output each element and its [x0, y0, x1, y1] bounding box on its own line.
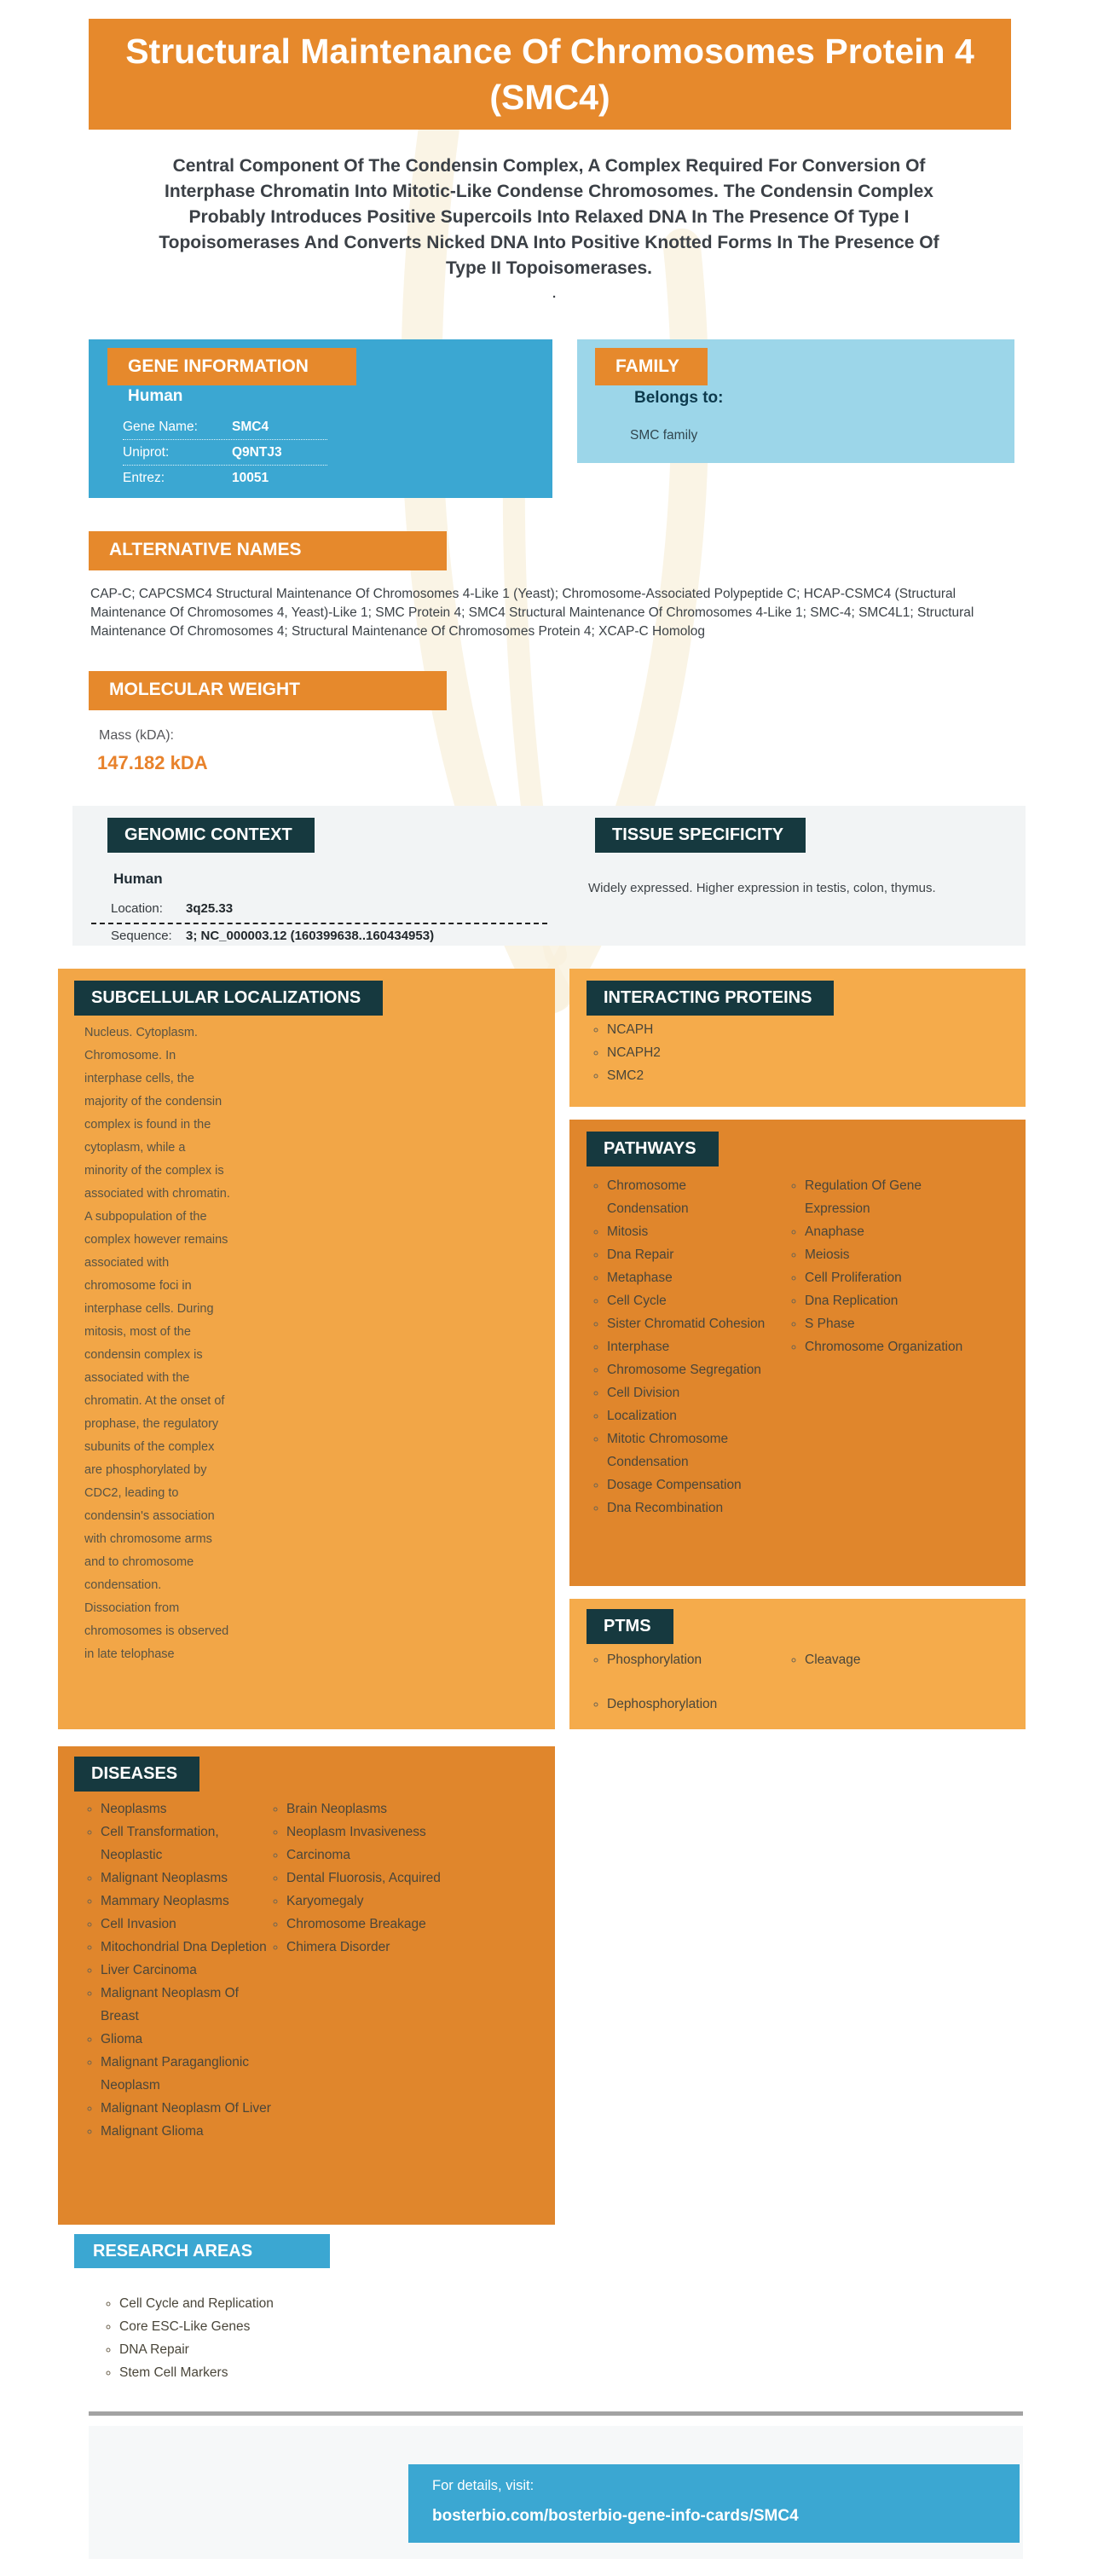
family-section: [577, 339, 1014, 463]
belongs-to-label: Belongs to:: [634, 389, 724, 407]
list-item: ◦ Malignant Neoplasms: [101, 1867, 278, 1890]
list-item: ◦ Anaphase: [805, 1220, 967, 1243]
interacting-proteins-list: [592, 1018, 863, 1087]
list-item: ◦ Cell Division: [607, 1381, 771, 1404]
list-item: ◦ Chimera Disorder: [286, 1936, 465, 1959]
list-item: ◦ Chromosome Breakage: [286, 1913, 465, 1936]
list-item: ◦ Karyomegaly: [286, 1890, 465, 1913]
pathways-section: [569, 1120, 1026, 1586]
genomic-species-label: Human: [113, 871, 163, 887]
gene-name-value: SMC4: [232, 420, 269, 434]
list-item: ◦ Carcinoma: [286, 1844, 465, 1867]
genomic-context-heading: GENOMIC CONTEXT: [107, 818, 315, 853]
subcellular-localizations-section: [58, 969, 555, 1729]
list-item: ◦ Malignant Glioma: [101, 2120, 278, 2143]
footer-visit-label: For details, visit:: [432, 2478, 535, 2493]
list-item: ◦ Cleavage: [805, 1648, 967, 1671]
uniprot-value: Q9NTJ3: [232, 445, 282, 460]
summary-trailing-dot: .: [552, 287, 557, 301]
list-item: ◦ Glioma: [101, 2028, 278, 2051]
list-item: ◦ Interphase: [607, 1335, 771, 1358]
list-item: ◦ Phosphorylation: [607, 1648, 795, 1671]
ptms-section: [569, 1599, 1026, 1729]
sequence-row: [111, 929, 434, 943]
list-item: ◦ Localization: [607, 1404, 771, 1427]
location-row: [111, 901, 233, 916]
ptms-list-right: [789, 1648, 967, 1693]
list-item: ◦ Malignant Neoplasm Of Liver: [101, 2097, 278, 2120]
table-row: [123, 440, 327, 466]
list-item: ◦ Dna Repair: [607, 1243, 771, 1266]
diseases-list-left: [85, 1797, 278, 2143]
alternative-names-heading: ALTERNATIVE NAMES: [89, 531, 447, 570]
tissue-specificity-text: Widely expressed. Higher expression in testis, colon, thymus.: [588, 881, 936, 895]
alternative-names-text: CAP-C; CAPCSMC4 Structural Maintenance Of Chromosomes 4-Like 1 (Yeast); Chromosome-Associated Polypeptide C; HCAP-CSMC4 (Structural Maintenance Of Chromosomes 4, Yeast)-Like 1; SMC Protein 4; SMC4 Structural Maintenance Of Chromosomes 4-Like 1; SMC-4; SMC4L1; Structural Maintenance Of Chromosomes 4; Structural Maintenance Of Chromosomes Protein 4; XCAP-C Homolog: [90, 587, 974, 639]
tissue-specificity-heading: TISSUE SPECIFICITY: [595, 818, 806, 853]
location-value: 3q25.33: [186, 901, 234, 916]
gene-information-table: [123, 414, 327, 490]
horizontal-divider: [89, 2411, 1023, 2416]
subcellular-localizations-text: Nucleus. Cytoplasm. Chromosome. In interphase cells, the majority of the condensin complex is found in the cytoplasm, while a minority of the complex is associated with chromatin. A subpopulation of the complex however remains associated with chromosome foci in interphase cells. During mitosis, most of the condensin complex is associated with the chromatin. At the onset of prophase, the regulatory subunits of the complex are phosphorylated by CDC2, leading to condensin's association with chromosome arms and to chromosome condensation. Dissociation from chromosomes is observed in late telophase: [84, 1026, 230, 1661]
list-item: ◦ Mammary Neoplasms: [101, 1890, 278, 1913]
table-row: [123, 466, 327, 490]
gene-name-label: Gene Name:: [123, 420, 198, 434]
mass-label: Mass (kDA):: [99, 728, 174, 743]
ptms-list-left: [592, 1648, 795, 1737]
list-item: ◦ Meiosis: [805, 1243, 967, 1266]
gene-species-label: Human: [128, 387, 183, 405]
page-title: Structural Maintenance Of Chromosomes Protein 4 (SMC4): [125, 32, 974, 117]
ptms-heading: PTMS: [587, 1609, 673, 1644]
list-item: ◦ SMC2: [607, 1064, 863, 1087]
list-item: ◦ Chromosome Organization: [805, 1335, 967, 1358]
dashed-divider: [91, 923, 547, 924]
pathways-list-right: [789, 1174, 967, 1358]
family-value: SMC family: [630, 428, 698, 443]
entrez-label: Entrez:: [123, 471, 165, 485]
list-item: ◦ Cell Invasion: [101, 1913, 278, 1936]
page-title-banner: [89, 19, 1011, 130]
uniprot-label: Uniprot:: [123, 445, 170, 460]
list-item: ◦ Mitochondrial Dna Depletion: [101, 1936, 278, 1959]
list-item: ◦ Malignant Paraganglionic Neoplasm: [101, 2051, 278, 2097]
list-item: ◦ Cell Cycle and Replication: [119, 2292, 477, 2315]
list-item: ◦ Neoplasm Invasiveness: [286, 1821, 465, 1844]
research-areas-list: [104, 2292, 477, 2384]
interacting-proteins-section: [569, 969, 1026, 1107]
list-item: ◦ Dosage Compensation: [607, 1473, 771, 1496]
list-item: ◦ Regulation Of Gene Expression: [805, 1174, 967, 1220]
list-item: ◦ NCAPH2: [607, 1041, 863, 1064]
list-item: ◦ Chromosome Segregation: [607, 1358, 771, 1381]
diseases-list-right: [271, 1797, 465, 1959]
gene-information-section: [89, 339, 552, 498]
interacting-proteins-heading: INTERACTING PROTEINS: [587, 981, 834, 1016]
subcellular-localizations-heading: SUBCELLULAR LOCALIZATIONS: [74, 981, 383, 1016]
list-item: ◦ Stem Cell Markers: [119, 2361, 477, 2384]
list-item: ◦ Cell Transformation, Neoplastic: [101, 1821, 278, 1867]
molecular-weight-heading: MOLECULAR WEIGHT: [89, 671, 447, 710]
list-item: ◦ Brain Neoplasms: [286, 1797, 465, 1821]
family-heading: FAMILY: [595, 348, 708, 385]
diseases-heading: DISEASES: [74, 1757, 199, 1792]
list-item: ◦ Neoplasms: [101, 1797, 278, 1821]
list-item: ◦ Sister Chromatid Cohesion: [607, 1312, 771, 1335]
pathways-heading: PATHWAYS: [587, 1132, 719, 1166]
entrez-value: 10051: [232, 471, 269, 485]
sequence-value: 3; NC_000003.12 (160399638..160434953): [186, 929, 435, 943]
list-item: ◦ Dna Recombination: [607, 1496, 771, 1520]
research-areas-heading: RESEARCH AREAS: [74, 2234, 330, 2268]
list-item: ◦ Dephosphorylation: [607, 1693, 795, 1716]
pathways-list-left: [592, 1174, 771, 1520]
list-item: ◦ DNA Repair: [119, 2338, 477, 2361]
gene-information-heading: GENE INFORMATION: [107, 348, 356, 385]
list-item: ◦ Chromosome Condensation: [607, 1174, 771, 1220]
list-item: ◦ Metaphase: [607, 1266, 771, 1289]
mass-value: 147.182 kDA: [97, 752, 208, 773]
list-item: ◦ Cell Proliferation: [805, 1266, 967, 1289]
list-item: ◦ Mitotic Chromosome Condensation: [607, 1427, 771, 1473]
location-label: Location:: [111, 901, 163, 916]
list-item: ◦ NCAPH: [607, 1018, 863, 1041]
list-item: ◦ Liver Carcinoma: [101, 1959, 278, 1982]
protein-summary-text: Central Component Of The Condensin Complex, A Complex Required For Conversion Of Interphase Chromatin Into Mitotic-Like Condense Chromosomes. The Condensin Complex Probably Introduces Positive Supercoils Into Relaxed DNA In The Presence Of Type I Topoisomerases And Converts Nicked DNA Into Positive Knotted Forms In The Presence Of Type II Topoisomerases.: [159, 156, 939, 278]
list-item: ◦ Core ESC-Like Genes: [119, 2315, 477, 2338]
sequence-label: Sequence:: [111, 929, 172, 943]
footer-link-box: [408, 2464, 1020, 2543]
list-item: ◦ S Phase: [805, 1312, 967, 1335]
footer-panel: [89, 2426, 1023, 2559]
footer-url-link[interactable]: bosterbio.com/bosterbio-gene-info-cards/SMC4: [432, 2507, 799, 2525]
list-item: ◦ Mitosis: [607, 1220, 771, 1243]
list-item: ◦ Dna Replication: [805, 1289, 967, 1312]
list-item: ◦ Malignant Neoplasm Of Breast: [101, 1982, 278, 2028]
list-item: ◦ Cell Cycle: [607, 1289, 771, 1312]
table-row: [123, 414, 327, 440]
list-item: ◦ Dental Fluorosis, Acquired: [286, 1867, 465, 1890]
diseases-section: [58, 1746, 555, 2225]
genomic-tissue-panel: [72, 806, 1026, 946]
